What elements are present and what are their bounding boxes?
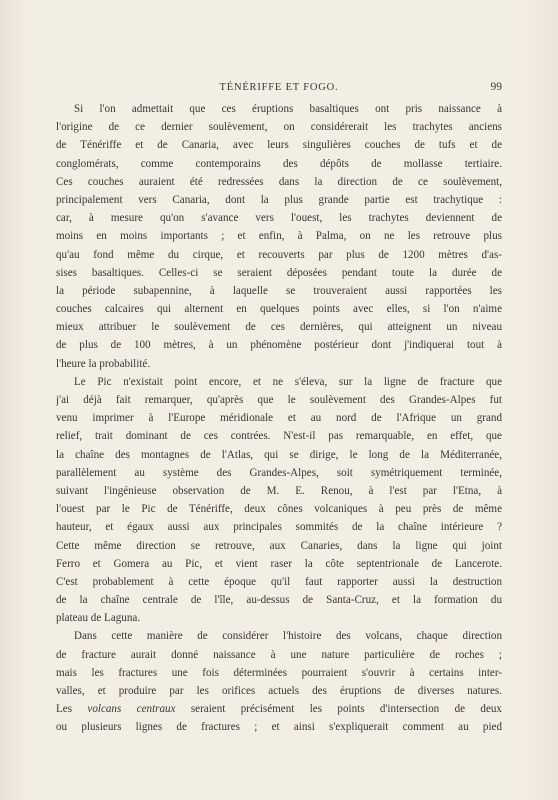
text-line: mieux attribuer le soulèvement de ces dernières, qui atteignent un niveau xyxy=(56,321,502,334)
text-line: Le Pic n'existait point encore, et ne s'éleva, sur la ligne de fracture que xyxy=(74,375,502,388)
text-line: car, à mesure qu'on s'avance vers l'ouest, les trachytes deviennent de xyxy=(56,212,502,225)
running-title: TÉNÉRIFFE ET FOGO. xyxy=(219,82,339,93)
text-line: venu imprimer à l'Europe méridionale et au nord de l'Afrique un grand xyxy=(56,412,502,425)
text-line: Si l'on admettait que ces éruptions basaltiques ont pris naissance à xyxy=(74,103,502,115)
text-line: la période subapennine, à laquelle se trouveraient aussi rapportées les xyxy=(56,284,502,297)
page-header xyxy=(56,82,502,98)
text-line: parallèlement au système des Grandes-Alpes, soit symétriquement terminée, xyxy=(56,466,502,479)
page-number: 99 xyxy=(490,81,502,93)
text-line: sises basaltiques. Celles-ci se seraient déposées pendant toute la durée de xyxy=(56,266,502,279)
text-line: mais les fractures une fois déterminées pourraient s'ouvrir à certains inter- xyxy=(56,666,502,679)
text-line: plateau de Laguna. xyxy=(56,612,141,625)
text-line: j'ai déjà fait remarquer, qu'après que le soulèvement des Grandes-Alpes fut xyxy=(56,394,502,406)
text-line: Ferro et Gomera au Pic, et vient raser la côte septentrionale de Lancerote. xyxy=(56,557,502,570)
italic-term: volcans centraux xyxy=(87,703,176,716)
text-line: ou plusieurs lignes de fractures ; et ainsi s'expliquerait comment au pied xyxy=(56,721,502,734)
text-line: hauteur, et égaux aussi aux principales sommités de la chaîne intérieure ? xyxy=(56,521,502,534)
text-line: couches calcaires qui alternent en quelques points avec elles, si l'on n'aime xyxy=(56,303,502,316)
text-segment: seraient précisément les points d'intersection de deux xyxy=(190,703,502,716)
text-line: valles, et produire par les orifices actuels des éruptions de diverses natures. xyxy=(56,685,502,697)
text-line: suivant l'ingénieuse observation de M. E. Renou, à l'est par l'Etna, à xyxy=(56,484,502,497)
text-line: de fracture aurait donné naissance à une nature particulière de roches ; xyxy=(56,648,502,661)
text-line: qu'au fond même du cirque, et recouverts par plus de 1200 mètres d'as- xyxy=(56,248,502,261)
text-line: C'est probablement à cette époque qu'il faut rapporter aussi la destruction xyxy=(56,575,502,588)
text-line: de plus de 100 mètres, à un phénomène postérieur dont j'indiquerai tout à xyxy=(56,339,502,352)
text-line: l'heure la probabilité. xyxy=(56,357,151,370)
text-line: la chaîne des montagnes de l'Atlas, qui se dirige, le long de la Méditerranée, xyxy=(56,448,502,461)
text-line: Dans cette manière de considérer l'histoire des volcans, chaque direction xyxy=(74,630,502,643)
text-line: Cette même direction se retrouve, aux Canaries, dans la ligne qui joint xyxy=(56,539,502,552)
text-line: relief, trait dominant de ces contrées. N'est-il pas remarquable, en effet, que xyxy=(56,430,502,443)
text-line: l'ouest par le Pic de Ténériffe, deux cônes volcaniques à peu près de même xyxy=(56,503,502,516)
body-text xyxy=(56,100,502,737)
text-segment: Les xyxy=(56,703,73,716)
text-line: Ces couches auraient été redressées dans la direction de ce soulèvement, xyxy=(56,175,502,188)
text-line: moins en moins importants ; et enfin, à Palma, on ne les retrouve plus xyxy=(56,230,502,243)
text-line-with-italic xyxy=(56,700,502,718)
text-line: de la chaîne centrale de l'île, au-dessus de Santa-Cruz, et la formation du xyxy=(56,594,502,607)
text-line: de Ténériffe et de Canaria, avec leurs singulières couches de tufs et de xyxy=(56,139,502,152)
text-line: principalement vers Canaria, dont la plus grande partie est trachytique : xyxy=(56,193,502,206)
text-line: conglomérats, comme contemporains des dépôts de mollasse tertiaire. xyxy=(56,157,502,170)
text-line: l'origine de ce dernier soulèvement, on considérerait les trachytes anciens xyxy=(56,121,502,134)
